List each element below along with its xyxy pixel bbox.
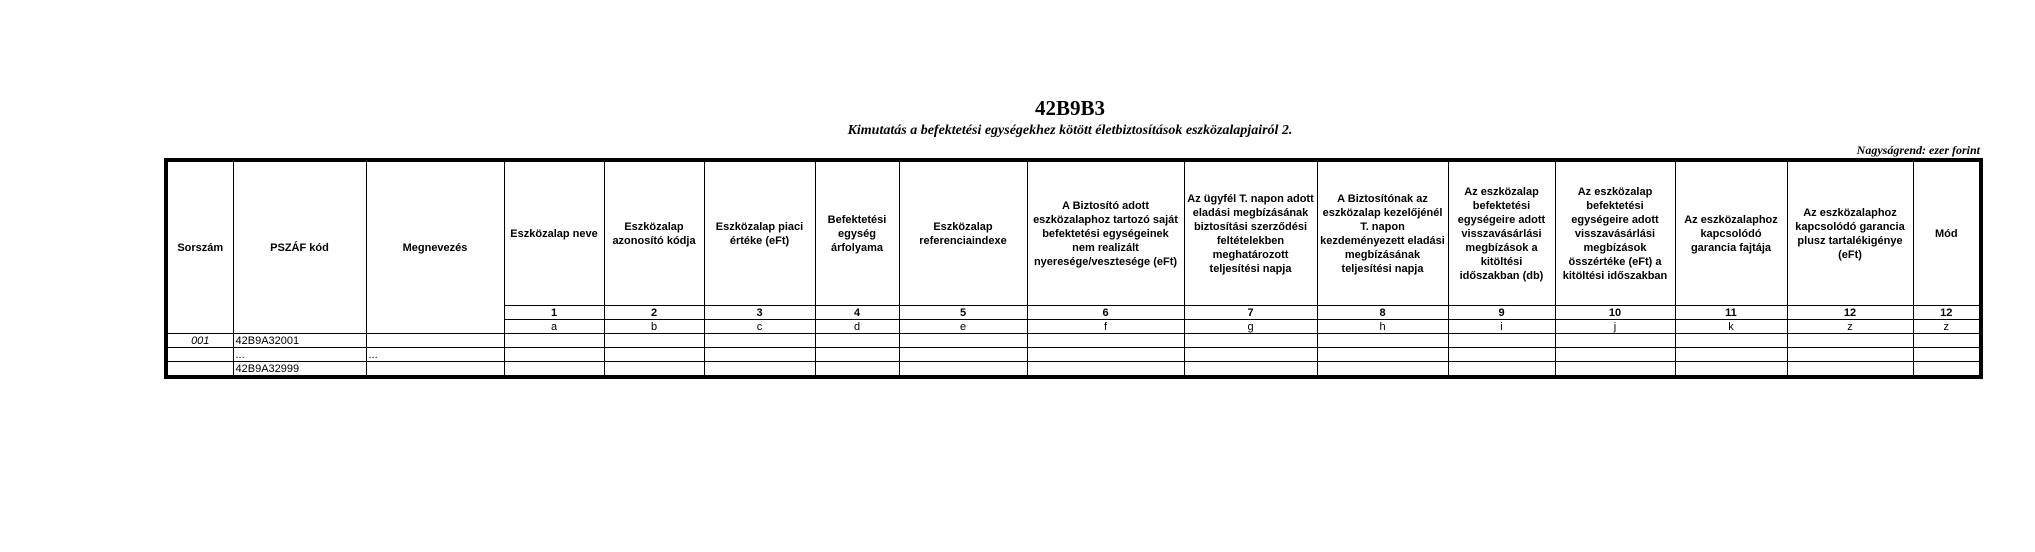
- row-sorszam: [166, 362, 233, 378]
- column-number: 12: [1913, 306, 1981, 320]
- data-cell[interactable]: [1555, 362, 1675, 378]
- column-number: 6: [1027, 306, 1184, 320]
- data-cell[interactable]: [815, 348, 899, 362]
- column-letter: j: [1555, 320, 1675, 334]
- data-cell[interactable]: [504, 348, 604, 362]
- header-megnevezes: Megnevezés: [366, 160, 504, 334]
- column-letter: e: [899, 320, 1027, 334]
- column-number: 4: [815, 306, 899, 320]
- column-letter: a: [504, 320, 604, 334]
- data-cell[interactable]: [1027, 362, 1184, 378]
- column-letter: f: [1027, 320, 1184, 334]
- header-col-10: Az eszközalap befektetési egységeire adott visszavásárlási megbízások összértéke (eFt) a kitöltési időszakban: [1555, 160, 1675, 306]
- row-megnevezes: ...: [366, 348, 504, 362]
- row-pszaf-kod: 42B9A32001: [233, 334, 366, 348]
- table-row: [166, 348, 1981, 362]
- data-cell[interactable]: [815, 362, 899, 378]
- data-cell[interactable]: [704, 362, 815, 378]
- data-cell[interactable]: [1317, 348, 1448, 362]
- header-col-7: Az ügyfél T. napon adott eladási megbízásának biztosítási szerződési feltételekben meghatározott teljesítési napja: [1184, 160, 1317, 306]
- data-cell[interactable]: [1448, 362, 1555, 378]
- row-sorszam: 001: [166, 334, 233, 348]
- header-col-6: A Biztosító adott eszközalaphoz tartozó saját befektetési egységeinek nem realizált nyeresége/vesztesége (eFt): [1027, 160, 1184, 306]
- data-cell[interactable]: [1317, 362, 1448, 378]
- data-cell[interactable]: [1675, 334, 1787, 348]
- report-table: [164, 158, 1983, 379]
- header-col-1: Eszközalap neve: [504, 160, 604, 306]
- data-cell[interactable]: [1787, 334, 1913, 348]
- data-cell[interactable]: [1027, 348, 1184, 362]
- column-number: 3: [704, 306, 815, 320]
- data-cell[interactable]: [1317, 334, 1448, 348]
- column-number: 10: [1555, 306, 1675, 320]
- data-cell[interactable]: [704, 334, 815, 348]
- header-col-12: Az eszközalaphoz kapcsolódó garancia plusz tartalékigénye (eFt): [1787, 160, 1913, 306]
- table-row: [166, 362, 1981, 378]
- data-cell[interactable]: [604, 334, 704, 348]
- data-cell[interactable]: [1027, 334, 1184, 348]
- header-col-5: Eszközalap referenciaindexe: [899, 160, 1027, 306]
- data-cell[interactable]: [1675, 362, 1787, 378]
- column-letter: c: [704, 320, 815, 334]
- data-cell[interactable]: [704, 348, 815, 362]
- data-cell[interactable]: [1913, 362, 1981, 378]
- data-cell[interactable]: [1555, 348, 1675, 362]
- row-megnevezes: [366, 362, 504, 378]
- data-cell[interactable]: [1675, 348, 1787, 362]
- column-letter: g: [1184, 320, 1317, 334]
- header-col-4: Befektetési egység árfolyama: [815, 160, 899, 306]
- data-cell[interactable]: [1448, 348, 1555, 362]
- column-letter: z: [1787, 320, 1913, 334]
- header-col-2: Eszközalap azonosító kódja: [604, 160, 704, 306]
- data-cell[interactable]: [815, 334, 899, 348]
- column-number: 9: [1448, 306, 1555, 320]
- column-letter: z: [1913, 320, 1981, 334]
- column-number: 8: [1317, 306, 1448, 320]
- row-sorszam: [166, 348, 233, 362]
- column-letter: b: [604, 320, 704, 334]
- column-letter: d: [815, 320, 899, 334]
- data-cell[interactable]: [1184, 334, 1317, 348]
- data-cell[interactable]: [604, 348, 704, 362]
- unit-note: Nagyságrend: ezer forint: [1856, 143, 1980, 157]
- row-pszaf-kod: 42B9A32999: [233, 362, 366, 378]
- table-row: [166, 334, 1981, 348]
- header-col-3: Eszközalap piaci értéke (eFt): [704, 160, 815, 306]
- data-cell[interactable]: [1555, 334, 1675, 348]
- header-col-9: Az eszközalap befektetési egységeire adott visszavásárlási megbízások a kitöltési időszakban (db): [1448, 160, 1555, 306]
- data-cell[interactable]: [1913, 348, 1981, 362]
- data-cell[interactable]: [1913, 334, 1981, 348]
- row-megnevezes: [366, 334, 504, 348]
- data-cell[interactable]: [504, 362, 604, 378]
- data-cell[interactable]: [1184, 348, 1317, 362]
- header-col-8: A Biztosítónak az eszközalap kezelőjénél T. napon kezdeményezett eladási megbízásának teljesítési napja: [1317, 160, 1448, 306]
- header-row: [166, 160, 1981, 306]
- column-letter: k: [1675, 320, 1787, 334]
- column-number: 1: [504, 306, 604, 320]
- column-number: 12: [1787, 306, 1913, 320]
- data-cell[interactable]: [604, 362, 704, 378]
- column-letter: h: [1317, 320, 1448, 334]
- header-sorszam: Sorszám: [166, 160, 233, 334]
- column-number: 11: [1675, 306, 1787, 320]
- column-letter: i: [1448, 320, 1555, 334]
- header-pszaf-kod: PSZÁF kód: [233, 160, 366, 334]
- data-cell[interactable]: [504, 334, 604, 348]
- report-code: 42B9B3: [1034, 96, 1105, 120]
- data-cell[interactable]: [899, 348, 1027, 362]
- data-cell[interactable]: [1787, 348, 1913, 362]
- data-cell[interactable]: [1184, 362, 1317, 378]
- data-cell[interactable]: [899, 334, 1027, 348]
- row-pszaf-kod: ...: [233, 348, 366, 362]
- header-col-11: Az eszközalaphoz kapcsolódó garancia fajtája: [1675, 160, 1787, 306]
- column-number: 7: [1184, 306, 1317, 320]
- data-cell[interactable]: [899, 362, 1027, 378]
- column-number: 2: [604, 306, 704, 320]
- header-col-mod: Mód: [1913, 160, 1981, 306]
- report-title: Kimutatás a befektetési egységekhez kötött életbiztosítások eszközalapjairól 2.: [847, 123, 1293, 138]
- column-number: 5: [899, 306, 1027, 320]
- data-cell[interactable]: [1787, 362, 1913, 378]
- data-cell[interactable]: [1448, 334, 1555, 348]
